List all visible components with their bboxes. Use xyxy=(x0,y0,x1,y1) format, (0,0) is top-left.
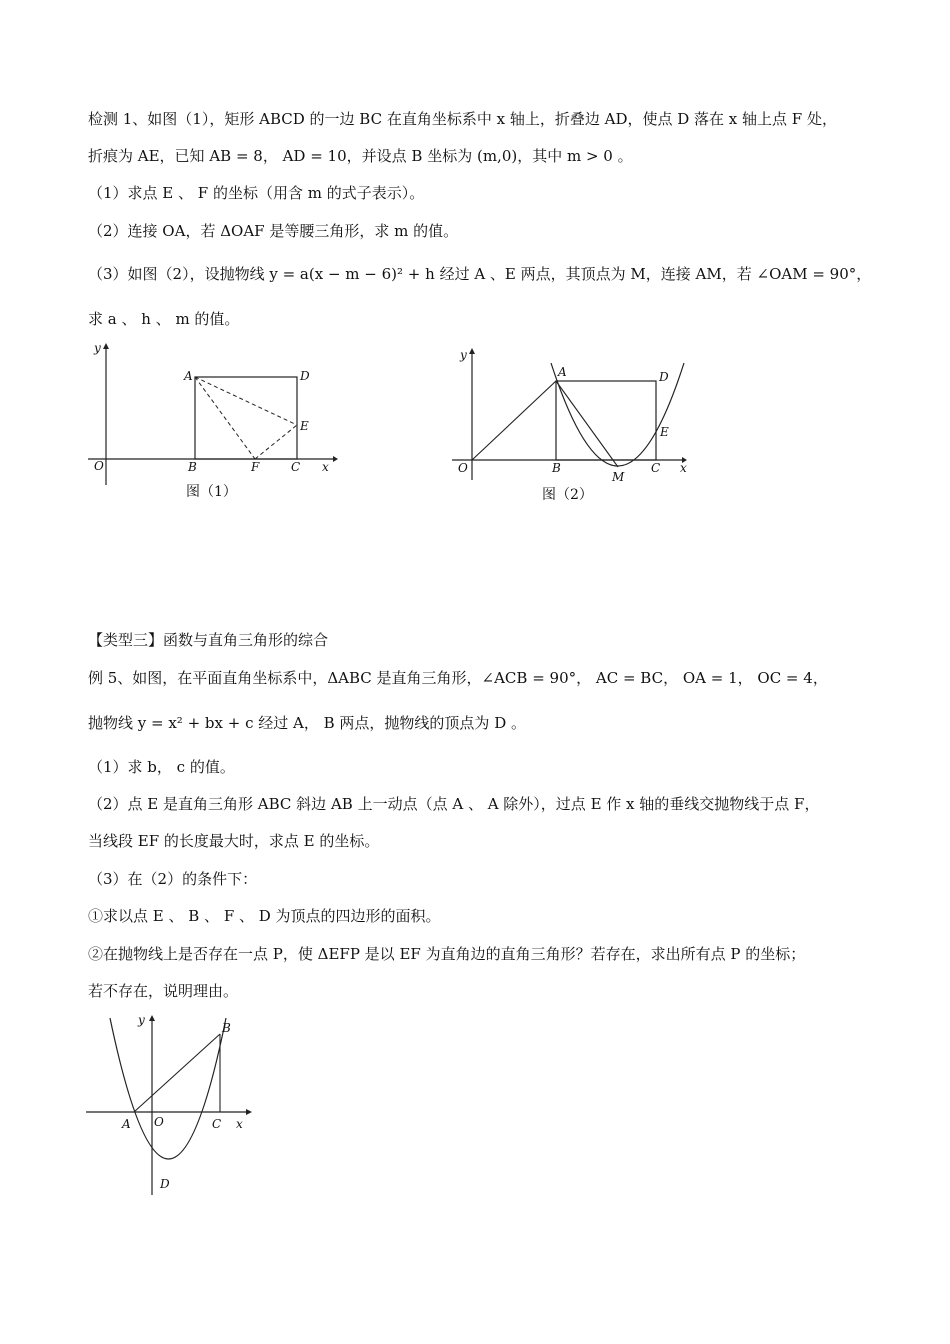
problem1-q3a: （3）如图（2），设抛物线 y = a(x − m − 6)² + h 经过 A 、E 两点，其顶点为 M，连接 AM，若 ∠OAM = 90°， xyxy=(88,265,872,283)
x-axis-arrow xyxy=(246,1109,252,1115)
problem2-q1: （1）求 b， c 的值。 xyxy=(88,758,235,776)
figure-1-caption: 图（1） xyxy=(186,484,237,500)
figure-2 xyxy=(452,345,702,490)
problem2-line2: 抛物线 y = x² + bx + c 经过 A， B 两点，抛物线的顶点为 D 。 xyxy=(88,714,526,732)
label-d: D xyxy=(659,370,669,384)
problem2-q3: （3）在（2）的条件下： xyxy=(88,870,258,888)
label-d: D xyxy=(300,369,310,383)
segment-fe xyxy=(255,425,297,459)
label-b: B xyxy=(188,460,197,474)
label-x: x xyxy=(322,460,329,474)
segment-am xyxy=(556,381,618,467)
y-axis-arrow xyxy=(469,348,475,354)
segment-af xyxy=(195,377,255,459)
parabola xyxy=(110,1018,226,1159)
label-y: y xyxy=(460,348,467,362)
figure-3 xyxy=(86,1010,266,1200)
label-c: C xyxy=(212,1117,222,1131)
problem1-q3b: 求 a 、 h 、 m 的值。 xyxy=(88,310,240,328)
label-d: D xyxy=(160,1177,170,1191)
figure-2-caption: 图（2） xyxy=(542,487,593,503)
problem1-line1: 检测 1、如图（1），矩形 ABCD 的一边 BC 在直角坐标系中 x 轴上，折叠边 AD，使点 D 落在 x 轴上点 F 处， xyxy=(88,110,837,128)
label-e: E xyxy=(300,419,309,433)
problem2-q3ii-b: 若不存在，说明理由。 xyxy=(88,982,239,1000)
y-axis-arrow xyxy=(103,343,109,349)
label-o: O xyxy=(458,461,468,475)
problem2-line1: 例 5、如图，在平面直角坐标系中，ΔABC 是直角三角形，∠ACB = 90°， AC = BC， OA = 1， OC = 4， xyxy=(88,669,828,687)
label-e: E xyxy=(660,425,669,439)
section-heading: 【类型三】函数与直角三角形的综合 xyxy=(88,631,329,649)
segment-ab xyxy=(134,1034,220,1112)
label-b: B xyxy=(552,461,561,475)
label-o: O xyxy=(154,1115,164,1129)
label-y: y xyxy=(94,341,101,355)
label-a: A xyxy=(558,365,567,379)
label-m: M xyxy=(612,470,625,484)
label-x: x xyxy=(236,1117,243,1131)
label-c: C xyxy=(651,461,661,475)
y-axis-arrow xyxy=(149,1015,155,1021)
problem1-q1: （1）求点 E 、 F 的坐标（用含 m 的式子表示）。 xyxy=(88,184,425,202)
problem2-q3i: ①求以点 E 、 B 、 F 、 D 为顶点的四边形的面积。 xyxy=(88,907,441,925)
problem2-q3ii-a: ②在抛物线上是否存在一点 P，使 ΔEFP 是以 EF 为直角边的直角三角形？若存在，求出所有点 P 的坐标； xyxy=(88,945,806,963)
label-o: O xyxy=(94,459,104,473)
label-x: x xyxy=(680,461,687,475)
label-b: B xyxy=(222,1021,231,1035)
problem1-q2: （2）连接 OA，若 ΔOAF 是等腰三角形，求 m 的值。 xyxy=(88,222,459,240)
problem2-q2a: （2）点 E 是直角三角形 ABC 斜边 AB 上一动点（点 A 、 A 除外），过点 E 作 x 轴的垂线交抛物线于点 F， xyxy=(88,795,820,813)
label-a: A xyxy=(184,369,193,383)
problem1-line2: 折痕为 AE，已知 AB = 8， AD = 10，并设点 B 坐标为 (m,0)，其中 m > 0 。 xyxy=(88,147,633,165)
label-y: y xyxy=(138,1013,145,1027)
rectangle-abcd xyxy=(556,381,656,460)
x-axis-arrow xyxy=(333,456,338,462)
label-a: A xyxy=(122,1117,131,1131)
label-c: C xyxy=(291,460,301,474)
problem2-q2b: 当线段 EF 的长度最大时，求点 E 的坐标。 xyxy=(88,832,380,850)
segment-oa xyxy=(472,381,556,460)
segment-ae xyxy=(195,377,297,425)
label-f: F xyxy=(251,460,260,474)
figure-1 xyxy=(88,340,348,490)
